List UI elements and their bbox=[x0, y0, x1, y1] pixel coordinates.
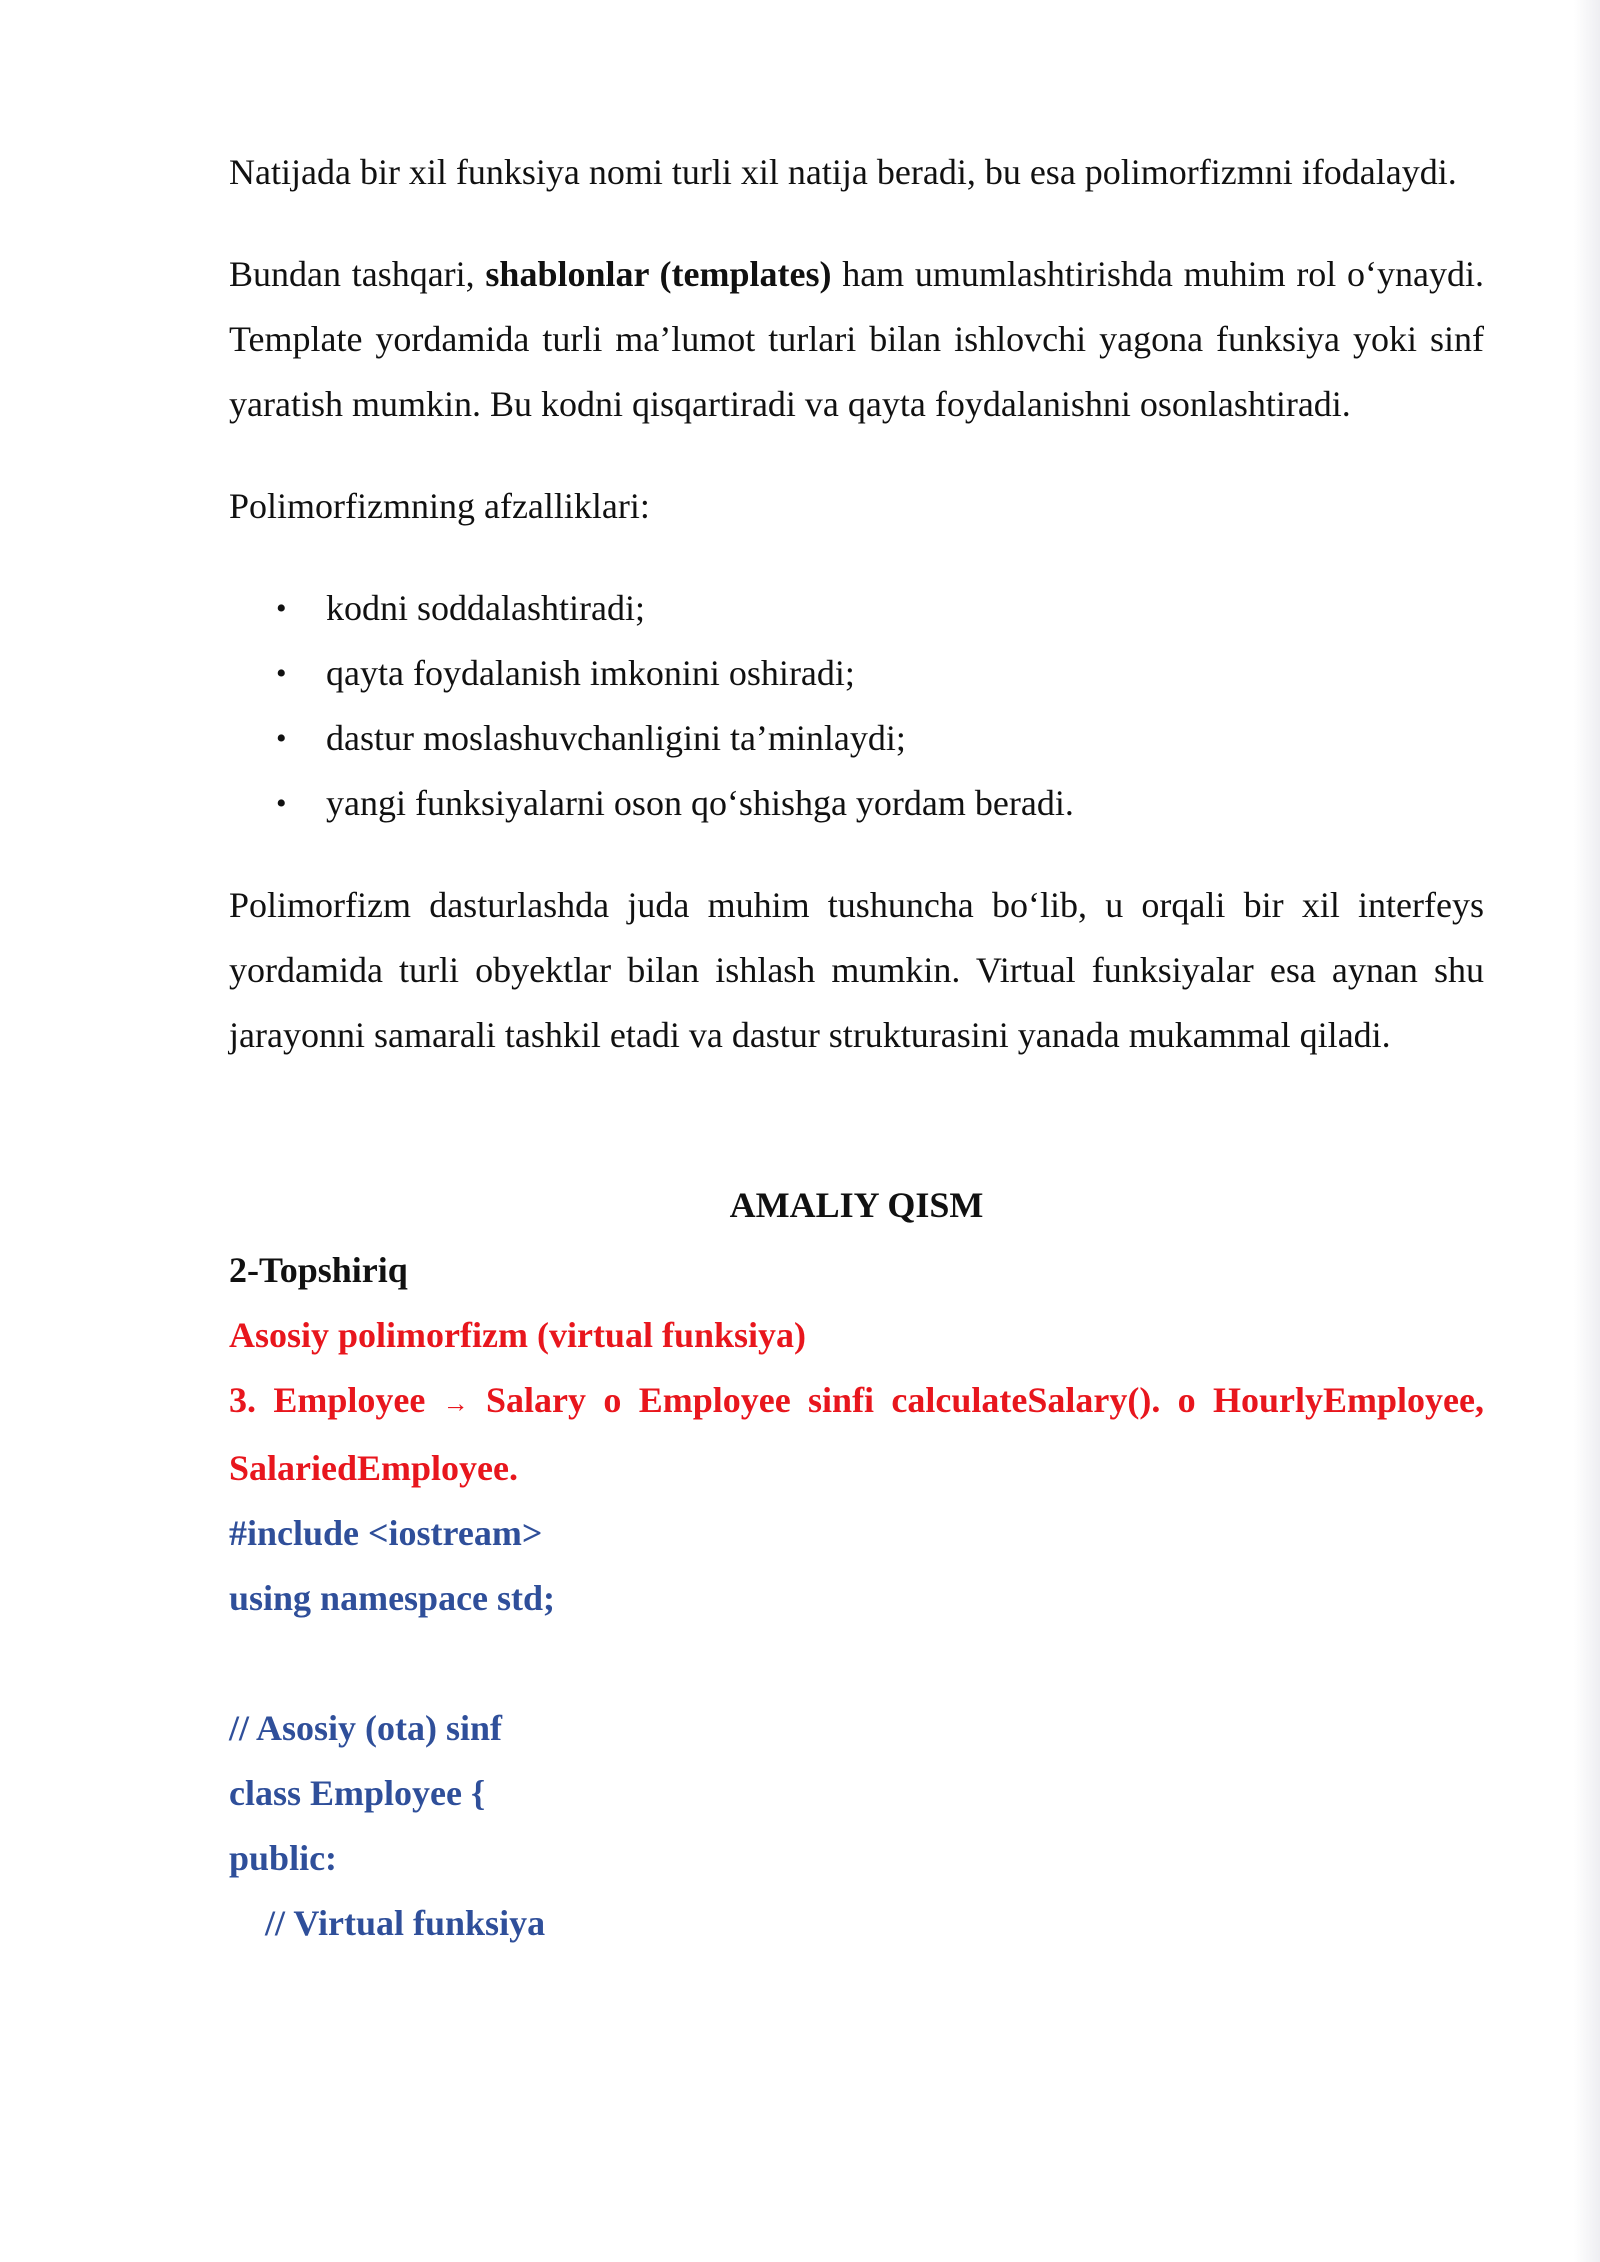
advantages-intro: Polimorfizmning afzalliklari: bbox=[229, 486, 650, 526]
section-spacer bbox=[229, 1105, 1484, 1173]
templates-text-after: ham umumlashtirishda muhim rol o‘ynaydi. Template yordamida turli ma’lumot turlari bilan ishlovchi yagona funksiya yoki sinf yaratish mumkin. Bu kodni qisqartiradi va qayta foydalanishni osonlashtiradi. bbox=[229, 254, 1485, 424]
bullet-icon: • bbox=[276, 722, 287, 755]
list-item-text: yangi funksiyalarni oson qo‘shishga yordam beradi. bbox=[326, 783, 1074, 823]
task-number: 2-Topshiriq bbox=[229, 1250, 408, 1290]
list-item bbox=[229, 641, 1484, 706]
list-item-text: kodni soddalashtiradi; bbox=[326, 588, 645, 628]
bullet-icon: • bbox=[276, 657, 287, 690]
advantages-list bbox=[229, 576, 1484, 836]
paragraph-polymorphism-result: Natijada bir xil funksiya nomi turli xil natija beradi, bu esa polimorfizmni ifodalaydi. bbox=[229, 152, 1457, 192]
bullet-icon: • bbox=[276, 592, 287, 625]
paragraph-templates bbox=[229, 242, 1484, 437]
bullet-icon: • bbox=[276, 787, 287, 820]
code-line: // Virtual funksiya bbox=[229, 1903, 546, 1943]
list-item bbox=[229, 706, 1484, 771]
templates-text-before: Bundan tashqari, bbox=[229, 254, 486, 294]
task-text-a: 3. Employee bbox=[229, 1380, 443, 1420]
code-line: class Employee { bbox=[229, 1773, 486, 1813]
code-line-blank bbox=[229, 1631, 1484, 1696]
list-item bbox=[229, 771, 1484, 836]
task-text-b: Salary o Employee sinfi calculateSalary(). o HourlyEmployee, bbox=[468, 1380, 1484, 1420]
templates-bold-term: shablonlar (templates) bbox=[485, 254, 832, 294]
list-item-text: dastur moslashuvchanligini ta’minlaydi; bbox=[326, 718, 906, 758]
arrow-right-icon: → bbox=[442, 1389, 469, 1418]
task-description-line-1 bbox=[229, 1368, 1484, 1436]
code-line: #include <iostream> bbox=[229, 1513, 543, 1553]
page-edge-shadow bbox=[1574, 0, 1600, 2262]
task-description-line-2: SalariedEmployee. bbox=[229, 1448, 518, 1488]
code-line: public: bbox=[229, 1838, 338, 1878]
code-line: // Asosiy (ota) sinf bbox=[229, 1708, 503, 1748]
code-block bbox=[229, 1501, 1484, 1956]
section-heading: AMALIY QISM bbox=[729, 1185, 984, 1225]
task-subtitle: Asosiy polimorfizm (virtual funksiya) bbox=[229, 1315, 807, 1355]
paragraph-conclusion: Polimorfizm dasturlashda juda muhim tushuncha bo‘lib, u orqali bir xil interfeys yordamida turli obyektlar bilan ishlash mumkin. Virtual funksiyalar esa aynan shu jarayonni samarali tashkil etadi va dastur strukturasini yanada mukammal qiladi. bbox=[229, 885, 1484, 1055]
document-body bbox=[229, 140, 1484, 1956]
list-item-text: qayta foydalanish imkonini oshiradi; bbox=[326, 653, 855, 693]
code-line: using namespace std; bbox=[229, 1578, 556, 1618]
list-item bbox=[229, 576, 1484, 641]
